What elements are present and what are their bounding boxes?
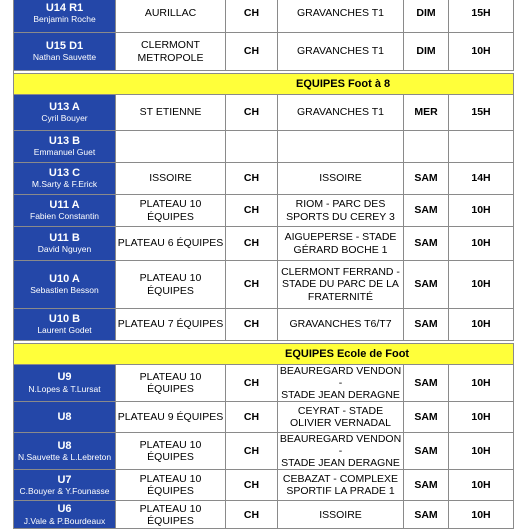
section-title <box>14 74 514 95</box>
opponent-cell: PLATEAU 10 ÉQUIPES <box>116 261 226 309</box>
day-cell: SAM <box>404 261 449 309</box>
team-coach: David Nguyen <box>37 244 92 255</box>
team-cell <box>14 365 116 402</box>
competition-type-cell: CH <box>226 470 278 501</box>
venue-cell <box>278 131 404 163</box>
team-name: U14 R1 <box>45 1 84 14</box>
section-title-text: EQUIPES Foot à 8 <box>296 77 391 90</box>
team-cell <box>14 309 116 341</box>
team-cell <box>14 131 116 163</box>
team-coach: Fabien Constantin <box>30 211 99 222</box>
team-cell <box>14 501 116 529</box>
venue-cell: ISSOIRE <box>278 501 404 529</box>
section-title <box>14 344 514 365</box>
opponent-cell: PLATEAU 10 ÉQUIPES <box>116 501 226 529</box>
team-coach: Sebastien Besson <box>30 285 99 296</box>
table-row <box>14 470 514 501</box>
venue-cell: CEBAZAT - COMPLEXE SPORTIF LA PRADE 1 <box>278 470 404 501</box>
venue-cell: GRAVANCHES T6/T7 <box>278 309 404 341</box>
table-row <box>14 163 514 195</box>
day-cell: DIM <box>404 0 449 33</box>
team-coach: Benjamin Roche <box>33 14 96 25</box>
venue-cell: GRAVANCHES T1 <box>278 95 404 131</box>
venue-cell: CEYRAT - STADE OLIVIER VERNADAL <box>278 402 404 433</box>
team-coach: N.Sauvette & L.Lebreton <box>17 452 112 463</box>
time-cell: 10H <box>449 402 514 433</box>
table-row <box>14 309 514 341</box>
competition-type-cell: CH <box>226 309 278 341</box>
team-name: U11 B <box>49 231 80 244</box>
venue-cell: ISSOIRE <box>278 163 404 195</box>
venue-cell: GRAVANCHES T1 <box>278 0 404 33</box>
team-cell <box>14 163 116 195</box>
team-cell <box>14 0 116 33</box>
team-name: U13 B <box>48 134 81 147</box>
venue-cell: RIOM - PARC DES SPORTS DU CEREY 3 <box>278 195 404 227</box>
opponent-cell: PLATEAU 6 ÉQUIPES <box>116 227 226 261</box>
team-name: U8 <box>57 439 72 452</box>
time-cell: 10H <box>449 309 514 341</box>
time-cell: 10H <box>449 195 514 227</box>
team-cell <box>14 33 116 71</box>
opponent-cell: PLATEAU 9 ÉQUIPES <box>116 402 226 433</box>
team-name: U13 C <box>48 166 81 179</box>
table-row <box>14 402 514 433</box>
team-cell <box>14 433 116 470</box>
table-row <box>14 261 514 309</box>
venue-cell: CLERMONT FERRAND - STADE DU PARC DE LA FRATERNITÉ <box>278 261 404 309</box>
competition-type-cell: CH <box>226 163 278 195</box>
team-cell <box>14 261 116 309</box>
time-cell <box>449 131 514 163</box>
day-cell: MER <box>404 95 449 131</box>
table-row <box>14 365 514 402</box>
team-name: U13 A <box>49 100 80 113</box>
section-title-text: EQUIPES Ecole de Foot <box>285 347 410 360</box>
competition-type-cell <box>226 131 278 163</box>
opponent-cell: PLATEAU 10 ÉQUIPES <box>116 470 226 501</box>
table-row <box>14 95 514 131</box>
competition-type-cell: CH <box>226 0 278 33</box>
competition-type-cell: CH <box>226 501 278 529</box>
team-cell <box>14 227 116 261</box>
team-cell <box>14 470 116 501</box>
time-cell: 10H <box>449 501 514 529</box>
competition-type-cell: CH <box>226 227 278 261</box>
day-cell: SAM <box>404 433 449 470</box>
team-coach: N.Lopes & T.Lursat <box>28 384 101 395</box>
team-coach: C.Bouyer & Y.Founasse <box>19 486 110 497</box>
time-cell: 15H <box>449 95 514 131</box>
day-cell: SAM <box>404 365 449 402</box>
opponent-cell: PLATEAU 10 ÉQUIPES <box>116 365 226 402</box>
section-header-row <box>14 74 514 95</box>
team-coach: Emmanuel Guet <box>33 147 96 158</box>
team-cell <box>14 402 116 433</box>
day-cell: SAM <box>404 309 449 341</box>
team-cell <box>14 95 116 131</box>
team-name: U10 A <box>49 272 80 285</box>
venue-cell: AIGUEPERSE - STADE GÉRARD BOCHE 1 <box>278 227 404 261</box>
competition-type-cell: CH <box>226 433 278 470</box>
table-row <box>14 0 514 33</box>
team-coach: Laurent Godet <box>37 325 92 336</box>
section-header-row <box>14 344 514 365</box>
team-name: U8 <box>57 410 72 423</box>
competition-type-cell: CH <box>226 33 278 71</box>
day-cell: SAM <box>404 501 449 529</box>
opponent-cell: ST ETIENNE <box>116 95 226 131</box>
day-cell: SAM <box>404 402 449 433</box>
time-cell: 14H <box>449 163 514 195</box>
time-cell: 15H <box>449 0 514 33</box>
team-coach: M.Sarty & F.Erick <box>31 179 98 190</box>
schedule-body <box>14 0 514 529</box>
team-coach: Cyril Bouyer <box>41 113 88 124</box>
team-name: U7 <box>57 473 72 486</box>
time-cell: 10H <box>449 227 514 261</box>
table-row <box>14 195 514 227</box>
time-cell: 10H <box>449 433 514 470</box>
day-cell: SAM <box>404 227 449 261</box>
team-name: U9 <box>57 371 72 384</box>
team-coach: J.Vale & P.Bourdeaux <box>23 515 106 526</box>
opponent-cell: PLATEAU 10 ÉQUIPES <box>116 195 226 227</box>
match-schedule-table <box>13 0 514 529</box>
competition-type-cell: CH <box>226 261 278 309</box>
team-name: U6 <box>57 503 72 516</box>
team-cell <box>14 195 116 227</box>
team-name: U10 B <box>48 312 81 325</box>
opponent-cell: PLATEAU 7 ÉQUIPES <box>116 309 226 341</box>
team-coach: Nathan Sauvette <box>32 52 97 63</box>
venue-cell: BEAUREGARD VENDON - STADE JEAN DERAGNE <box>278 365 404 402</box>
time-cell: 10H <box>449 470 514 501</box>
opponent-cell: ISSOIRE <box>116 163 226 195</box>
day-cell: SAM <box>404 195 449 227</box>
team-name: U11 A <box>49 198 80 211</box>
day-cell: SAM <box>404 163 449 195</box>
day-cell: SAM <box>404 470 449 501</box>
day-cell <box>404 131 449 163</box>
time-cell: 10H <box>449 261 514 309</box>
table-row <box>14 227 514 261</box>
team-name: U15 D1 <box>45 39 84 52</box>
table-row <box>14 501 514 529</box>
venue-cell: BEAUREGARD VENDON - STADE JEAN DERAGNE <box>278 433 404 470</box>
competition-type-cell: CH <box>226 195 278 227</box>
table-row <box>14 433 514 470</box>
opponent-cell: PLATEAU 10 ÉQUIPES <box>116 433 226 470</box>
competition-type-cell: CH <box>226 365 278 402</box>
competition-type-cell: CH <box>226 402 278 433</box>
opponent-cell: CLERMONT METROPOLE <box>116 33 226 71</box>
table-row <box>14 131 514 163</box>
time-cell: 10H <box>449 33 514 71</box>
opponent-cell: AURILLAC <box>116 0 226 33</box>
venue-cell: GRAVANCHES T1 <box>278 33 404 71</box>
day-cell: DIM <box>404 33 449 71</box>
opponent-cell <box>116 131 226 163</box>
table-row <box>14 33 514 71</box>
competition-type-cell: CH <box>226 95 278 131</box>
time-cell: 10H <box>449 365 514 402</box>
